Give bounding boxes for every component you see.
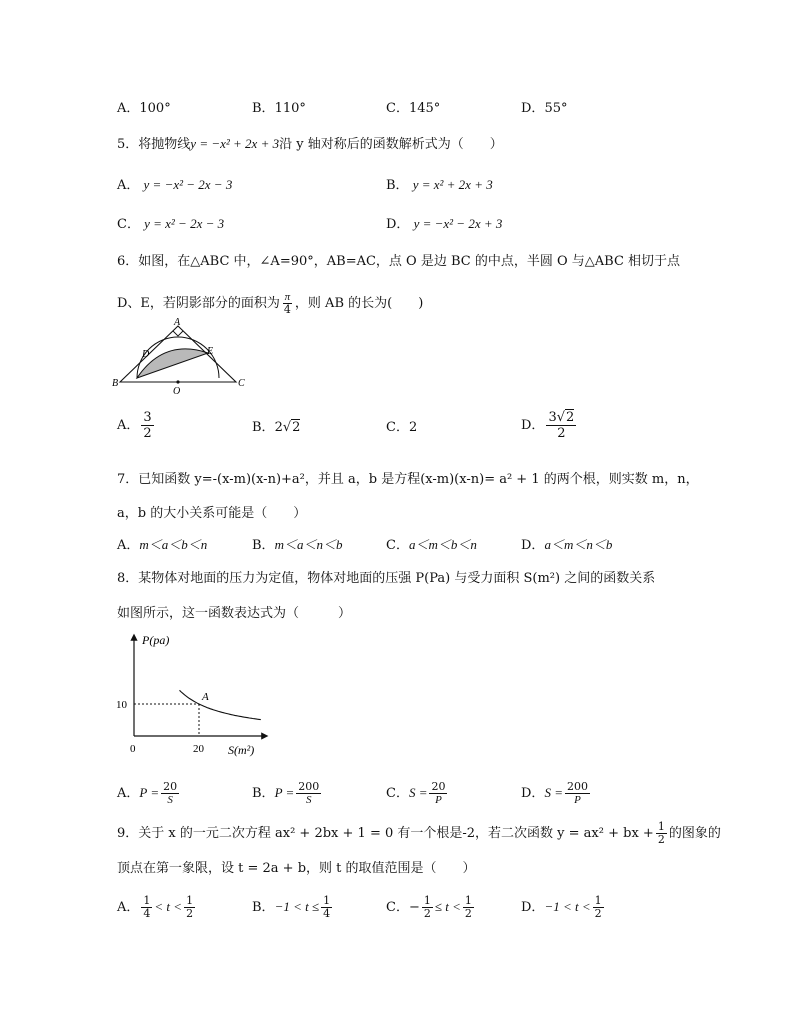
q8-x-axis-label: S(m²) xyxy=(228,743,255,757)
q6-option-a[interactable]: A． $\frac{3}{2}$ xyxy=(117,410,152,441)
q9-stem-line1: 9．关于 x 的一元二次方程 ax² + 2bx + 1 = 0 有一个根是-2，若二次函数 y = ax² + bx + $\frac{1}{2}$ 的图象的 xyxy=(117,820,721,846)
q6-label-e: E xyxy=(207,346,214,357)
q8-stem-line2: 如图所示，这一函数表达式为（ ） xyxy=(117,606,352,621)
q5-stem: 5．将抛物线y = −x² + 2x + 3沿 y 轴对称后的函数解析式为（ ） xyxy=(117,136,503,152)
q5-option-d[interactable]: D． y = −x² − 2x + 3 xyxy=(386,216,503,232)
q5-option-c[interactable]: C． y = x² − 2x − 3 xyxy=(117,216,225,232)
q9-option-a[interactable]: A． $\frac{1}{4}$ < t < $\frac{1}{2}$ xyxy=(117,894,194,920)
q7-option-c[interactable]: C．a＜m＜b＜n xyxy=(386,537,477,553)
q6-right-angle-mark xyxy=(173,331,183,336)
q7-stem-line2: a，b 的大小关系可能是（ ） xyxy=(117,506,307,521)
q7-option-b[interactable]: B．m＜a＜n＜b xyxy=(252,537,343,553)
q6-label-c: C xyxy=(238,378,245,389)
q4-option-b[interactable]: B．110° xyxy=(252,101,306,116)
q6-stem-line2: D、E，若阴影部分的面积为 $\frac{\pi}{4}$ ，则 AB 的长为( ) xyxy=(117,291,424,316)
q6-label-b: B xyxy=(112,378,119,389)
q8-option-b[interactable]: B．P = $\frac{200}{S}$ xyxy=(252,780,320,806)
q8-y-tick-label: 10 xyxy=(116,699,127,711)
q9-option-c[interactable]: C．− $\frac{1}{2}$ ≤ t < $\frac{1}{2}$ xyxy=(386,894,472,920)
q8-pressure-area-graph xyxy=(108,630,278,762)
q8-option-a[interactable]: A．P = $\frac{20}{S}$ xyxy=(117,780,178,806)
q8-origin-label: 0 xyxy=(130,743,136,755)
q6-triangle-figure xyxy=(112,316,254,398)
q7-option-a[interactable]: A．m＜a＜b＜n xyxy=(117,537,208,553)
q4-option-c[interactable]: C．145° xyxy=(386,101,441,116)
q8-x-tick-label: 20 xyxy=(193,743,204,755)
q7-stem-line1: 7．已知函数 y=-(x-m)(x-n)+a²，并且 a，b 是方程(x-m)(x-n)= a² + 1 的两个根，则实数 m，n， xyxy=(117,472,699,487)
q6-point-o xyxy=(176,380,179,383)
q9-stem-line2: 顶点在第一象限，设 t = 2a + b，则 t 的取值范围是（ ） xyxy=(117,861,476,876)
q6-label-o: O xyxy=(173,386,181,397)
q6-area-fraction: $\frac{\pi}{4}$ xyxy=(283,291,291,316)
q5-option-b[interactable]: B． y = x² + 2x + 3 xyxy=(386,177,493,193)
q6-option-d[interactable]: D． $\frac{3√2}{2}$ xyxy=(521,410,575,441)
q5-option-a[interactable]: A． y = −x² − 2x − 3 xyxy=(117,177,233,193)
q4-option-d[interactable]: D．55° xyxy=(521,101,568,116)
q8-hyperbola-curve xyxy=(180,690,261,719)
q6-label-d: D xyxy=(142,349,150,360)
q4-option-a[interactable]: A．100° xyxy=(117,101,171,116)
q7-option-d[interactable]: D．a＜m＜n＜b xyxy=(521,537,613,553)
q6-option-c[interactable]: C．2 xyxy=(386,420,418,435)
q8-option-c[interactable]: C．S = $\frac{20}{P}$ xyxy=(386,780,446,806)
q6-option-b[interactable]: B．2√2 xyxy=(252,420,301,435)
q8-stem-line1: 8．某物体对地面的压力为定值，物体对地面的压强 P(Pa) 与受力面积 S(m²) 之间的函数关系 xyxy=(117,571,656,586)
q6-label-a: A xyxy=(174,317,181,328)
q6-stem-line1: 6．如图，在△ABC 中，∠A=90°，AB=AC，点 O 是边 BC 的中点，半圆 O 与△ABC 相切于点 xyxy=(117,254,681,269)
q9-option-d[interactable]: D．−1 < t < $\frac{1}{2}$ xyxy=(521,894,602,920)
q8-option-d[interactable]: D．S = $\frac{200}{P}$ xyxy=(521,780,588,806)
q8-point-a-label: A xyxy=(202,691,209,703)
q8-y-axis-label: P(pa) xyxy=(142,633,170,647)
q9-option-b[interactable]: B．−1 < t ≤ $\frac{1}{4}$ xyxy=(252,894,331,920)
